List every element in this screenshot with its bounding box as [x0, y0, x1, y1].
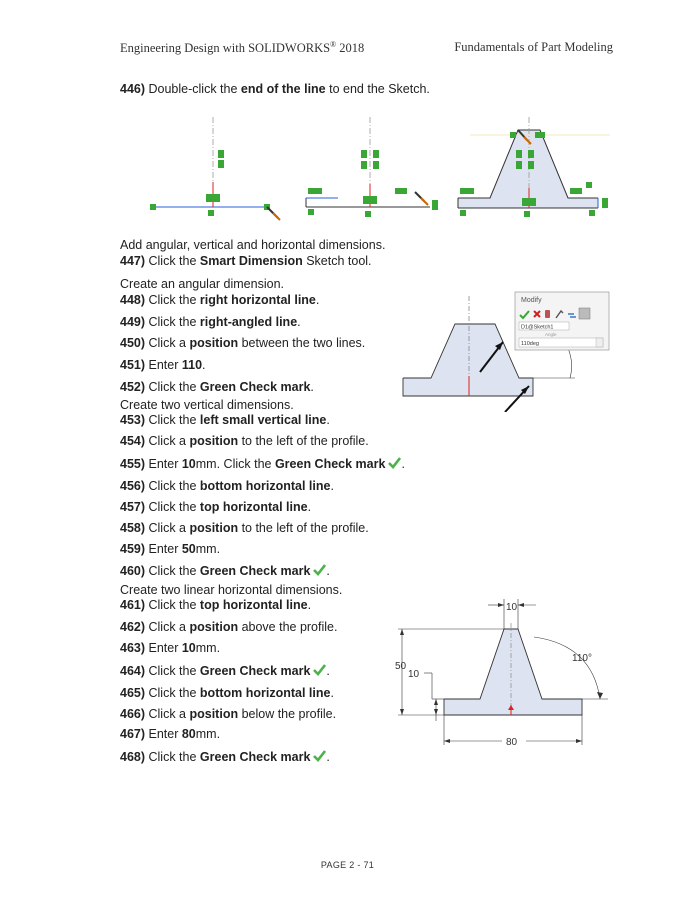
angular-dimension-figure — [395, 290, 615, 412]
step-448: 448) Click the right horizontal line. — [120, 293, 320, 307]
dim-step-height[interactable]: 10 — [408, 669, 420, 680]
step-459: 459) Enter 50mm. — [120, 542, 221, 556]
book-title: Engineering Design with SOLIDWORKS — [120, 41, 331, 56]
green-check-icon — [313, 664, 326, 676]
angle-label: Angle — [545, 332, 557, 337]
step-461: 461) Click the top horizontal line. — [120, 598, 312, 612]
angle-spinner[interactable] — [596, 338, 603, 347]
step-452: 452) Click the Green Check mark. — [120, 380, 314, 394]
dim-top-width[interactable]: 10 — [506, 602, 518, 613]
pin-icon[interactable] — [579, 308, 590, 319]
sketch-progression-figure — [140, 112, 610, 227]
step-463: 463) Enter 10mm. — [120, 641, 221, 655]
step-453: 453) Click the left small vertical line. — [120, 413, 330, 427]
step-467: 467) Enter 80mm. — [120, 727, 221, 741]
step-460: 460) Click the Green Check mark . — [120, 564, 330, 578]
rebuild-icon[interactable] — [545, 310, 550, 318]
page-number: PAGE 2 - 71 — [320, 860, 375, 870]
step-468: 468) Click the Green Check mark . — [120, 750, 330, 764]
step-466: 466) Click a position below the profile. — [120, 707, 337, 721]
intro-add-dimensions: Add angular, vertical and horizontal dimensions. — [120, 238, 386, 252]
book-year: 2018 — [339, 41, 365, 56]
step-458: 458) Click a position to the left of the profile. — [120, 521, 369, 535]
step-446: 446) Double-click the end of the line to end the Sketch. — [120, 82, 430, 96]
step-456: 456) Click the bottom horizontal line. — [120, 479, 334, 493]
running-header-right: Fundamentals of Part Modeling — [454, 40, 613, 54]
dim-bottom-width[interactable]: 80 — [506, 737, 518, 748]
step-462: 462) Click a position above the profile. — [120, 620, 338, 634]
intro-horizontal: Create two linear horizontal dimensions. — [120, 583, 343, 597]
step-464: 464) Click the Green Check mark . — [120, 664, 330, 678]
dimension-name-field[interactable]: D1@Sketch1 — [521, 324, 554, 331]
step-457: 457) Click the top horizontal line. — [120, 500, 312, 514]
registered-mark: ® — [330, 40, 337, 49]
dim-angle[interactable]: 110° — [572, 653, 592, 664]
step-449: 449) Click the right-angled line. — [120, 315, 301, 329]
sketch-stage-1 — [150, 117, 280, 220]
step-451: 451) Enter 110. — [120, 358, 206, 372]
step-454: 454) Click a position to the left of the profile. — [120, 434, 369, 448]
dimensioned-profile-figure — [392, 593, 612, 761]
step-455: 455) Enter 10mm. Click the Green Check mark . — [120, 457, 405, 471]
green-check-icon — [313, 750, 326, 762]
running-header-left — [120, 40, 364, 56]
angle-value-input[interactable]: 110deg — [521, 341, 539, 347]
step-447: 447) Click the Smart Dimension Sketch tool. — [120, 254, 372, 268]
modify-dialog[interactable] — [515, 292, 609, 350]
dim-height[interactable]: 50 — [395, 661, 407, 672]
modify-dialog-title: Modify — [521, 297, 542, 304]
sketch-stage-2 — [306, 117, 438, 217]
green-check-icon — [388, 457, 401, 469]
green-check-icon — [313, 564, 326, 576]
step-465: 465) Click the bottom horizontal line. — [120, 686, 334, 700]
step-450: 450) Click a position between the two lines. — [120, 336, 366, 350]
sketch-stage-3 — [458, 117, 610, 217]
intro-angular: Create an angular dimension. — [120, 277, 284, 291]
intro-vertical: Create two vertical dimensions. — [120, 398, 294, 412]
